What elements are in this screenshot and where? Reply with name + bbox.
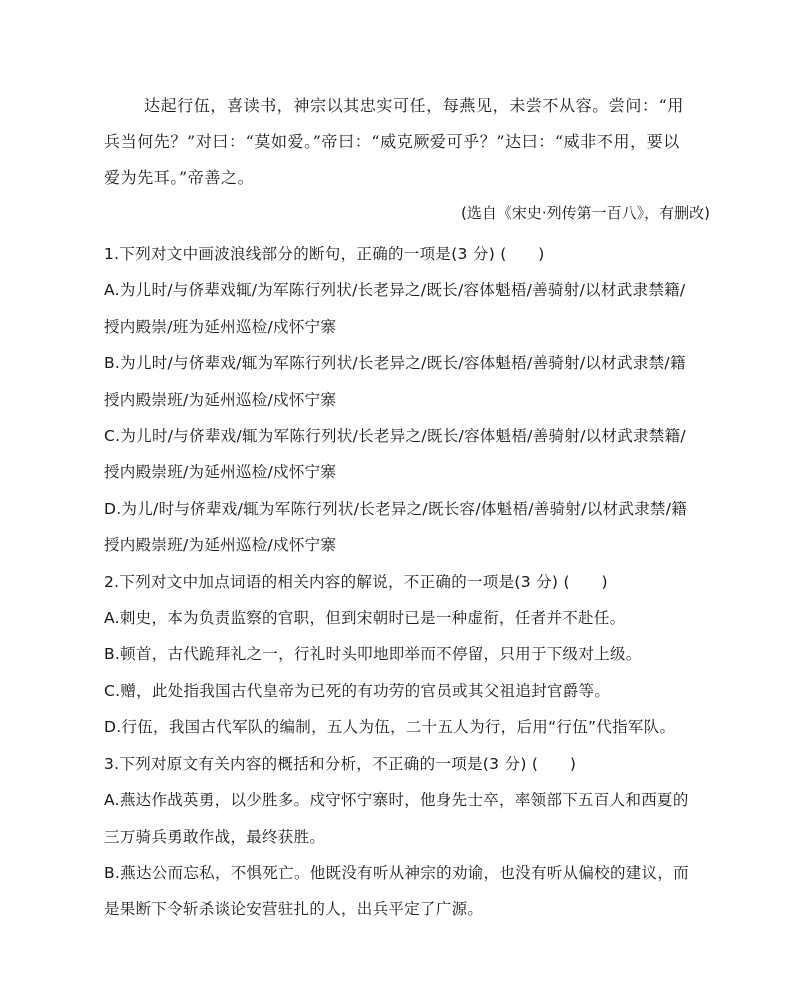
question-3-option-a: A.燕达作战英勇，以少胜多。戍守怀宁寨时，他身先士卒，率领部下五百人和西夏的三万骑兵勇敢作战，最终获胜。: [104, 791, 689, 846]
question-1-option-a: A.为儿时/与侪辈戏辄/为军陈行列状/长老异之/既长/容体魁梧/善骑射/以材武隶禁籍/授内殿崇/班为延州巡检/戍怀宁寨: [104, 281, 686, 336]
passage-paragraph: 达起行伍，喜读书，神宗以其忠实可任，每燕见，未尝不从容。尝问：“用兵当何先？”对曰：“莫如爱。”帝曰：“威克厥爱可乎？”达曰：“威非不用，要以爱为先耳。”帝善之。: [104, 96, 684, 187]
question-3-stem: 3.下列对原文有关内容的概括和分析，不正确的一项是(3 分) ( ): [104, 754, 577, 773]
source-citation: (选自《宋史·列传第一百八》，有删改): [461, 204, 710, 222]
question-2-option-d: D.行伍，我国古代军队的编制，五人为伍，二十五人为行，后用“行伍”代指军队。: [104, 718, 676, 737]
question-2-option-b: B.顿首，古代跪拜礼之一，行礼时头叩地即举而不停留，只用于下级对上级。: [104, 645, 642, 664]
question-1-option-c: C.为儿时/与侪辈戏/辄为军陈行列状/长老异之/既长/容体魁梧/善骑射/以材武隶禁籍/授内殿崇班/为延州巡检/戍怀宁寨: [104, 427, 686, 482]
question-1-option-d: D.为儿/时与侪辈戏/辄为军陈行列状/长老异之/既长容/体魁梧/善骑射/以材武隶禁/籍授内殿崇班/为延州巡检/戍怀宁寨: [104, 499, 688, 555]
question-2-option-a: A.刺史，本为负责监察的官职，但到宋朝时已是一种虚衔，任者并不赴任。: [104, 609, 626, 628]
question-list: [104, 236, 696, 928]
question-2-stem: 2.下列对文中加点词语的相关内容的解说，不正确的一项是(3 分) ( ): [104, 572, 608, 591]
question-1-option-b: B.为儿时/与侪辈戏/辄为军陈行列状/长老异之/既长/容体魁梧/善骑射/以材武隶禁/籍授内殿崇班/为延州巡检/戍怀宁寨: [104, 354, 686, 409]
question-1-stem: 1.下列对文中画波浪线部分的断句，正确的一项是(3 分) ( ): [104, 245, 545, 263]
question-2-option-c: C.赠，此处指我国古代皇帝为已死的有功劳的官员或其父祖追封官爵等。: [104, 681, 611, 700]
question-3-option-b: B.燕达公而忘私，不惧死亡。他既没有听从神宗的劝谕，也没有听从偏校的建议，而是果断下令斩杀谈论安营驻扎的人，出兵平定了广源。: [104, 863, 689, 919]
passage-text: [104, 88, 696, 196]
